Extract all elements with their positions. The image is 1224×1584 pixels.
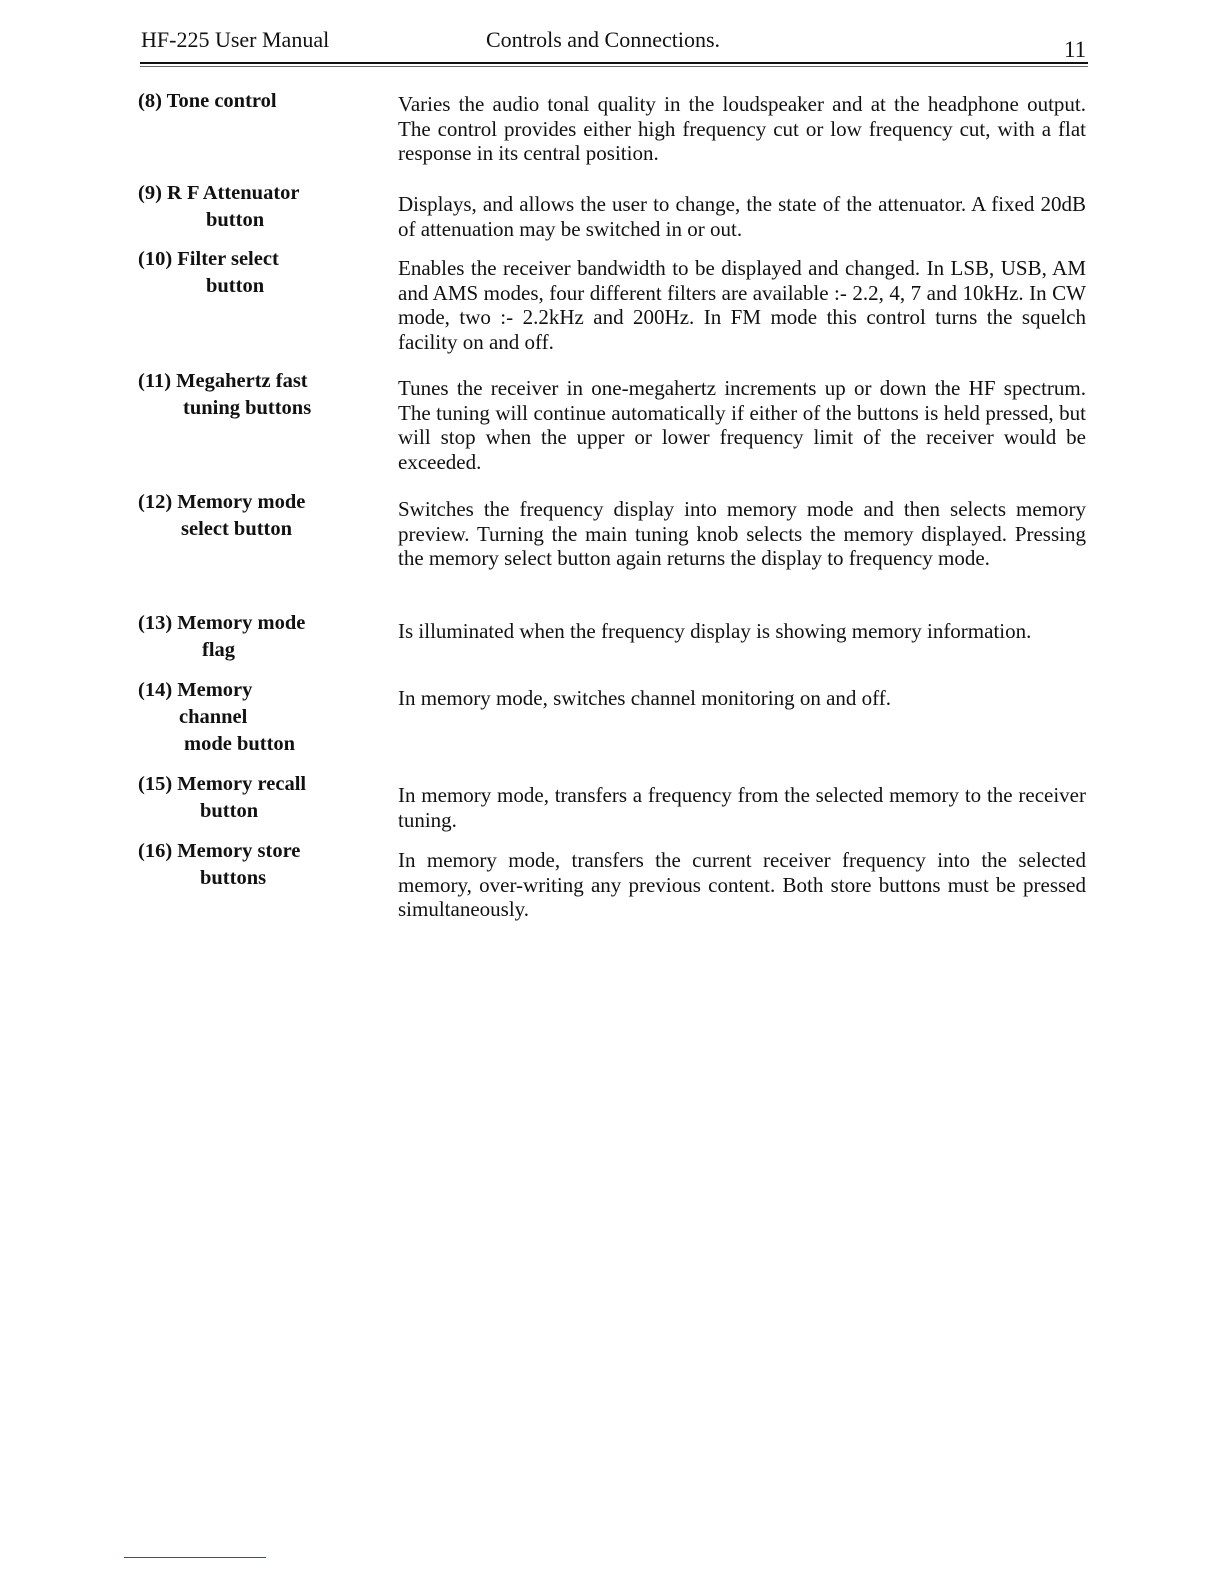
- entry-description: Enables the receiver bandwidth to be displayed and changed. In LSB, USB, AM and AMS modes, four different filters are available :- 2.2, 4, 7 and 10kHz. In CW mode, two :- 2.2kHz and 200Hz. In FM mode this control turns the squelch facility on and off.: [398, 256, 1086, 354]
- term-line: button: [200, 800, 259, 822]
- header-rule: [140, 62, 1088, 64]
- term-line: flag: [202, 639, 236, 661]
- entry-term: [138, 180, 368, 234]
- term-line: (16) Memory store: [138, 840, 301, 862]
- term-line: (9) R F Attenuator: [138, 182, 300, 204]
- term-line: button: [206, 209, 265, 231]
- term-line: (11) Megahertz fast: [138, 370, 308, 392]
- entry-description: Displays, and allows the user to change, the state of the attenuator. A fixed 20dB of attenuation may be switched in or out.: [398, 192, 1086, 241]
- entry-description: In memory mode, switches channel monitoring on and off.: [398, 686, 892, 710]
- manual-title: HF-225 User Manual: [141, 27, 330, 52]
- term-line: (8) Tone control: [138, 90, 277, 112]
- term-line: buttons: [200, 867, 267, 889]
- term-line: channel: [179, 706, 248, 728]
- entry-term: [138, 838, 368, 892]
- entry-term: [138, 88, 368, 115]
- term-line: button: [206, 275, 265, 297]
- section-title: Controls and Connections.: [486, 27, 721, 52]
- term-line: (14) Memory: [138, 679, 253, 701]
- term-line: mode button: [184, 733, 296, 755]
- entry-term: [138, 368, 368, 422]
- term-line: (13) Memory mode: [138, 612, 306, 634]
- entry-term: [138, 771, 368, 825]
- term-line: (10) Filter select: [138, 248, 279, 270]
- entry-description: In memory mode, transfers the current receiver frequency into the selected memory, over-writing any previous content. Both store buttons must be pressed simultaneously.: [398, 848, 1086, 921]
- entry-description: Tunes the receiver in one-megahertz increments up or down the HF spectrum. The tuning will continue automatically if either of the buttons is held pressed, but will stop when the upper or lower frequency limit of the receiver would be exceeded.: [398, 376, 1086, 474]
- term-line: (15) Memory recall: [138, 773, 307, 795]
- entry-term: [138, 489, 368, 543]
- entry-term: [138, 246, 368, 300]
- footer-rule: [124, 1557, 266, 1558]
- entry-description: Varies the audio tonal quality in the loudspeaker and at the headphone output. The control provides either high frequency cut or low frequency cut, with a flat response in its central position.: [398, 92, 1086, 165]
- entry-description: In memory mode, transfers a frequency from the selected memory to the receiver tuning.: [398, 783, 1086, 832]
- term-line: (12) Memory mode: [138, 491, 306, 513]
- entry-term: [138, 677, 368, 758]
- entry-description: Is illuminated when the frequency display is showing memory information.: [398, 619, 1032, 643]
- term-line: select button: [181, 518, 293, 540]
- entry-description: Switches the frequency display into memory mode and then selects memory preview. Turning the main tuning knob selects the memory displayed. Pressing the memory select button again returns the display to frequency mode.: [398, 497, 1086, 570]
- header-rule-thin: [140, 66, 1088, 67]
- entry-term: [138, 610, 368, 664]
- term-line: tuning buttons: [183, 397, 312, 419]
- page-number: 11: [1064, 37, 1087, 62]
